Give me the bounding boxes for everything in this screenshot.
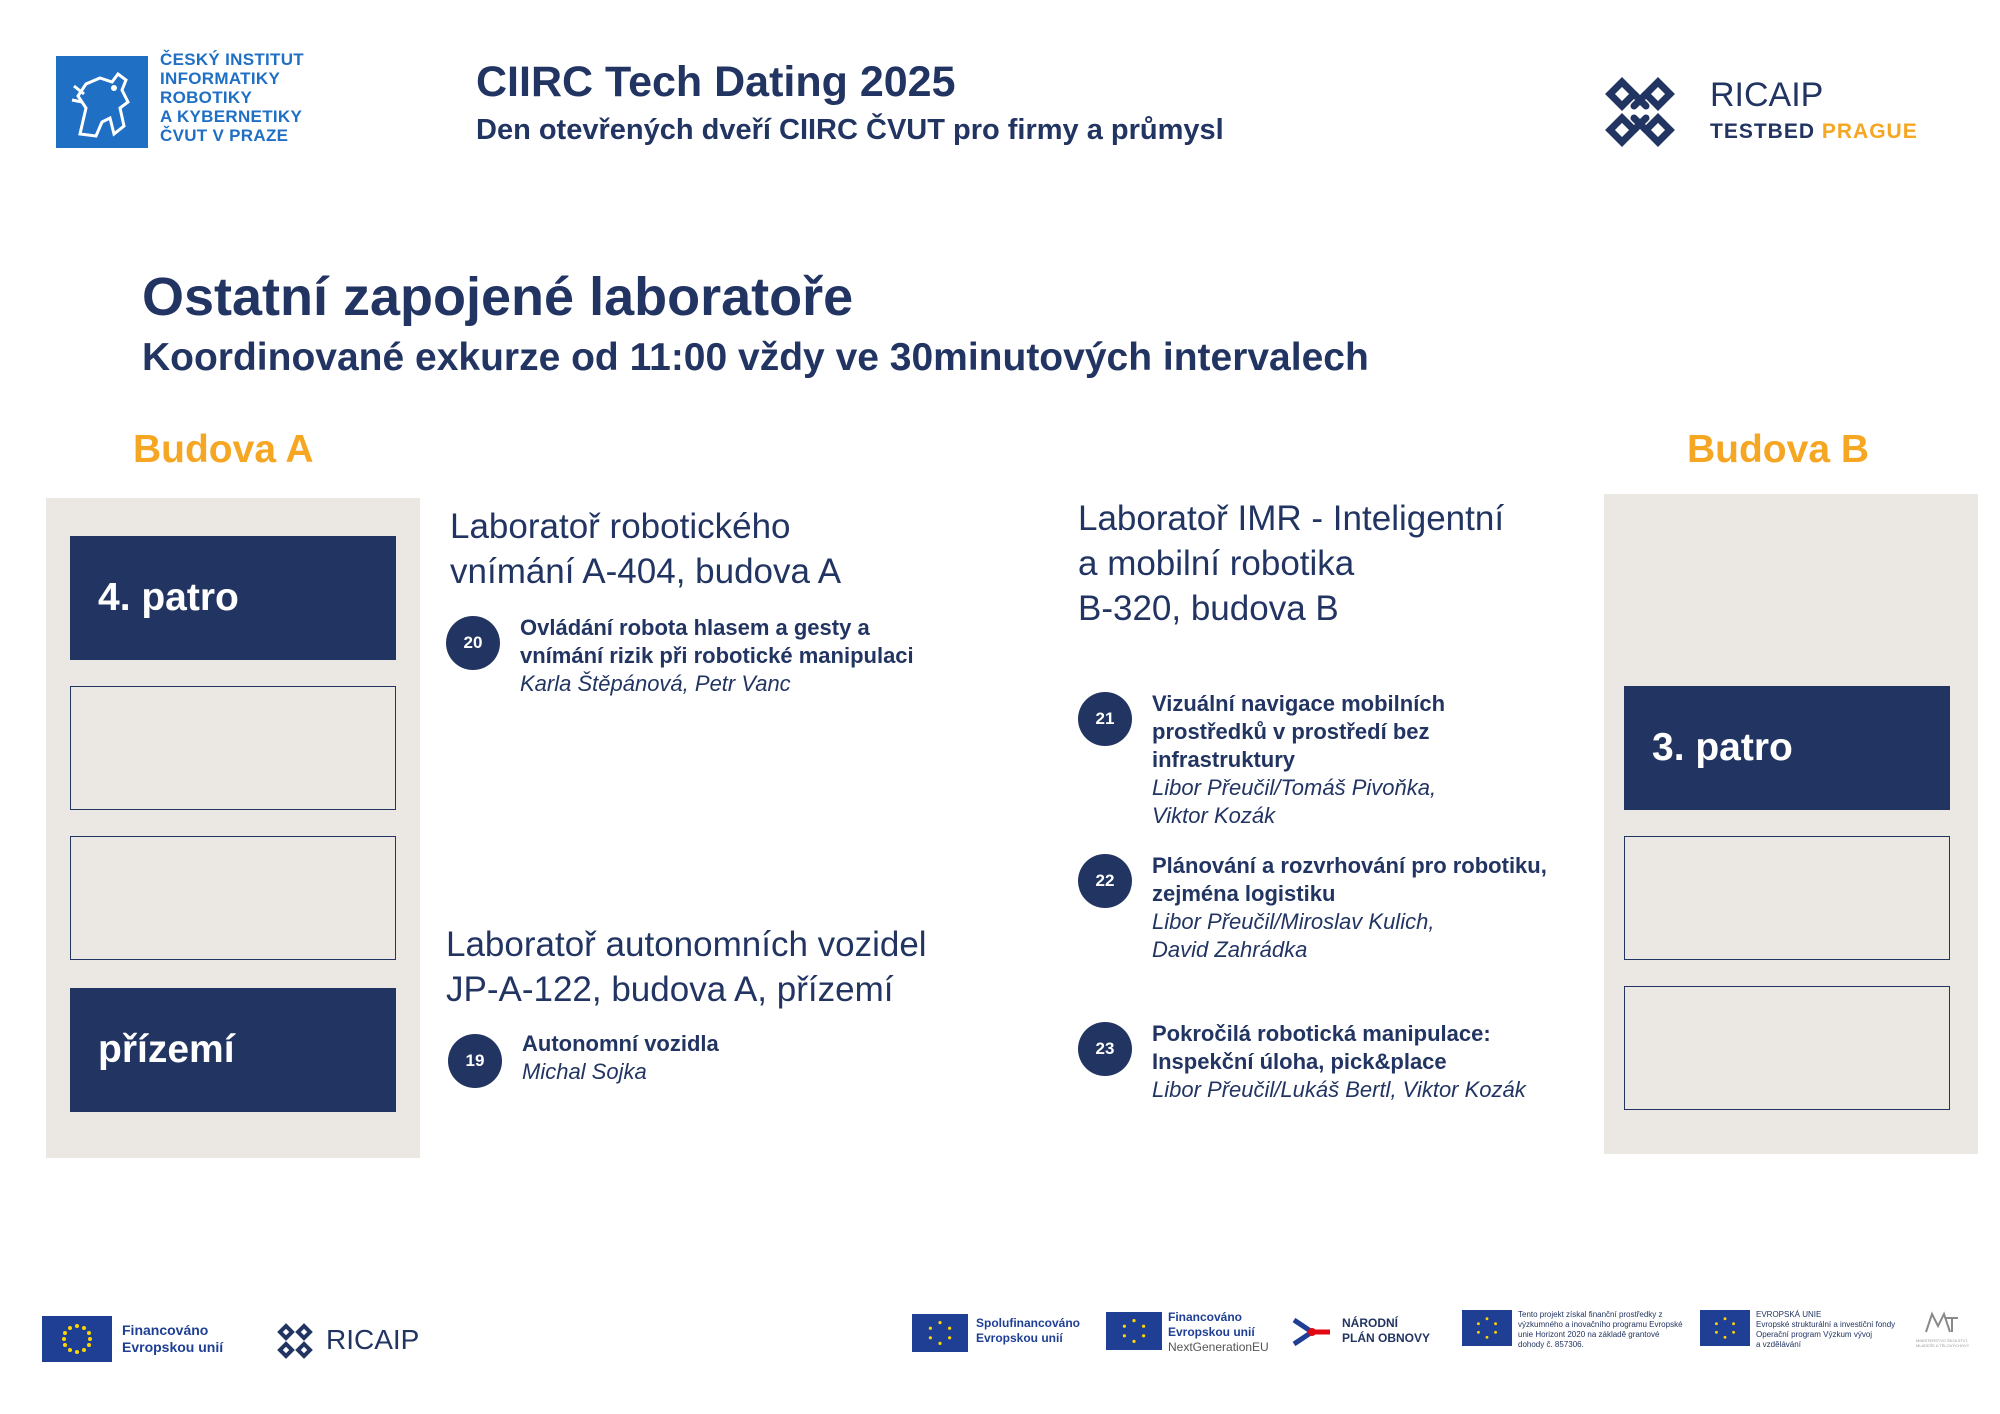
exhibit-item [1078, 1022, 1526, 1104]
msmt-caption-line: MINISTERSTVO ŠKOLSTVÍ, [1916, 1338, 1968, 1343]
building-b-column [1604, 494, 1978, 1154]
msmt-caption-line: MLÁDEŽE A TĚLOVÝCHOVY [1916, 1343, 1970, 1348]
prague-text: PRAGUE [1821, 120, 1918, 143]
ricaip-logo-icon [1602, 74, 1678, 155]
exhibit-title: Pokročilá robotická manipulace: [1152, 1021, 1491, 1046]
institute-line: INFORMATIKY [160, 69, 281, 88]
exhibit-number: 22 [1078, 854, 1132, 908]
eu-funding-text [122, 1322, 223, 1356]
lab-title-line: B-320, budova B [1078, 589, 1339, 628]
cofinanced-line: Evropskou unií [976, 1331, 1063, 1345]
esif-line: a vzdělávání [1756, 1340, 1801, 1349]
lab-title-line: vnímání A-404, budova A [450, 552, 842, 591]
eu-flag-icon [912, 1314, 968, 1352]
h2020-line: dohody č. 857306. [1518, 1340, 1584, 1349]
exhibit-title: Ovládání robota hlasem a gesty a [520, 615, 870, 640]
exhibit-authors: Libor Přeučil/Lukáš Bertl, Viktor Kozák [1152, 1077, 1526, 1102]
floor-empty-block [1624, 836, 1950, 960]
nextgen-line: NextGenerationEU [1168, 1340, 1269, 1354]
institute-name [160, 50, 304, 145]
page-title: Ostatní zapojené laboratoře [142, 267, 854, 327]
building-a-column [46, 498, 420, 1158]
institute-line: A KYBERNETIKY [160, 107, 303, 126]
h2020-line: unie Horizont 2020 na základě grantové [1518, 1330, 1660, 1339]
exhibit-item [446, 616, 914, 698]
floor-empty-block [70, 686, 396, 810]
esif-text [1756, 1310, 1895, 1350]
npo-logo-icon [1290, 1312, 1334, 1357]
h2020-line: Tento projekt získal finanční prostředky z [1518, 1310, 1663, 1319]
exhibit-title: Plánování a rozvrhování pro robotiku, [1152, 853, 1547, 878]
ricaip-name: RICAIP [1710, 76, 1824, 114]
floor-empty-block [70, 836, 396, 960]
npo-line: PLÁN OBNOVY [1342, 1331, 1431, 1345]
lab-title-line: Laboratoř IMR - Inteligentní [1078, 499, 1505, 538]
floor-4-block: 4. patro [70, 536, 396, 660]
npo-line: NÁRODNÍ [1342, 1316, 1398, 1330]
exhibit-item [448, 1031, 719, 1088]
floor-empty-block [1624, 986, 1950, 1110]
building-a-label: Budova A [133, 428, 314, 471]
testbed-text: TESTBED [1710, 120, 1816, 143]
cofinanced-line: Spolufinancováno [976, 1316, 1081, 1330]
ricaip-footer-icon [276, 1322, 314, 1365]
exhibit-item [1078, 854, 1547, 964]
h2020-text [1518, 1310, 1683, 1350]
exhibit-title: Autonomní vozidla [522, 1031, 719, 1056]
eu-funding-line: Evropskou unií [122, 1339, 224, 1355]
page-subtitle: Koordinované exkurze od 11:00 vždy ve 30minutových intervalech [142, 336, 1369, 379]
event-subtitle: Den otevřených dveří CIIRC ČVUT pro firmy a průmysl [476, 114, 1224, 146]
nextgen-line: Evropskou unií [1168, 1325, 1255, 1339]
exhibit-title: prostředků v prostředí bez [1152, 719, 1430, 744]
exhibit-title: vnímání rizik při robotické manipulaci [520, 643, 914, 668]
lab-title [1078, 496, 1504, 631]
exhibit-authors: Karla Štěpánová, Petr Vanc [520, 671, 791, 696]
esif-line: Operační program Výzkum vývoj [1756, 1330, 1873, 1339]
lab-title-line: Laboratoř autonomních vozidel [446, 925, 927, 964]
exhibit-title: Vizuální navigace mobilních [1152, 691, 1446, 716]
esif-line: EVROPSKÁ UNIE [1756, 1310, 1822, 1319]
institute-line: ČVUT V PRAZE [160, 126, 289, 145]
lab-title [450, 504, 841, 594]
lab-title-line: Laboratoř robotického [450, 507, 791, 546]
eu-flag-icon [1106, 1312, 1162, 1350]
lab-title-line: JP-A-122, budova A, přízemí [446, 970, 894, 1009]
exhibit-authors: Viktor Kozák [1152, 803, 1276, 828]
exhibit-authors: Libor Přeučil/Miroslav Kulich, [1152, 909, 1435, 934]
eu-flag-icon [1462, 1310, 1512, 1346]
cofinanced-text [976, 1316, 1080, 1346]
exhibit-title: infrastruktury [1152, 747, 1296, 772]
nextgen-line: Financováno [1168, 1310, 1243, 1324]
ground-floor-block: přízemí [70, 988, 396, 1112]
npo-text [1342, 1316, 1430, 1346]
exhibit-item [1078, 692, 1445, 830]
lab-title-line: a mobilní robotika [1078, 544, 1355, 583]
exhibit-title: Inspekční úloha, pick&place [1152, 1049, 1447, 1074]
ricaip-testbed [1710, 120, 1918, 144]
eu-flag-icon [42, 1316, 112, 1362]
exhibit-authors: Libor Přeučil/Tomáš Pivoňka, [1152, 775, 1437, 800]
institute-line: ROBOTIKY [160, 88, 253, 107]
exhibit-number: 23 [1078, 1022, 1132, 1076]
institute-line: ČESKÝ INSTITUT [160, 50, 304, 69]
exhibit-authors: Michal Sojka [522, 1059, 647, 1084]
nextgen-text [1168, 1310, 1269, 1355]
ricaip-footer-name: RICAIP [326, 1324, 420, 1355]
exhibit-number: 20 [446, 616, 500, 670]
exhibit-number: 21 [1078, 692, 1132, 746]
h2020-line: výzkumného a inovačního programu Evropské [1518, 1320, 1683, 1329]
eu-flag-icon [1700, 1310, 1750, 1346]
cvut-logo [56, 56, 148, 148]
event-title: CIIRC Tech Dating 2025 [476, 58, 956, 106]
building-b-label: Budova B [1687, 428, 1870, 471]
msmt-logo-icon [1924, 1310, 1960, 1341]
esif-line: Evropské strukturální a investiční fondy [1756, 1320, 1896, 1329]
floor-3-block: 3. patro [1624, 686, 1950, 810]
exhibit-number: 19 [448, 1034, 502, 1088]
exhibit-title: zejména logistiku [1152, 881, 1336, 906]
lion-icon [56, 56, 148, 148]
exhibit-authors: David Zahrádka [1152, 937, 1308, 962]
lab-title [446, 922, 927, 1012]
eu-funding-line: Financováno [122, 1322, 209, 1338]
msmt-caption [1916, 1338, 1969, 1348]
